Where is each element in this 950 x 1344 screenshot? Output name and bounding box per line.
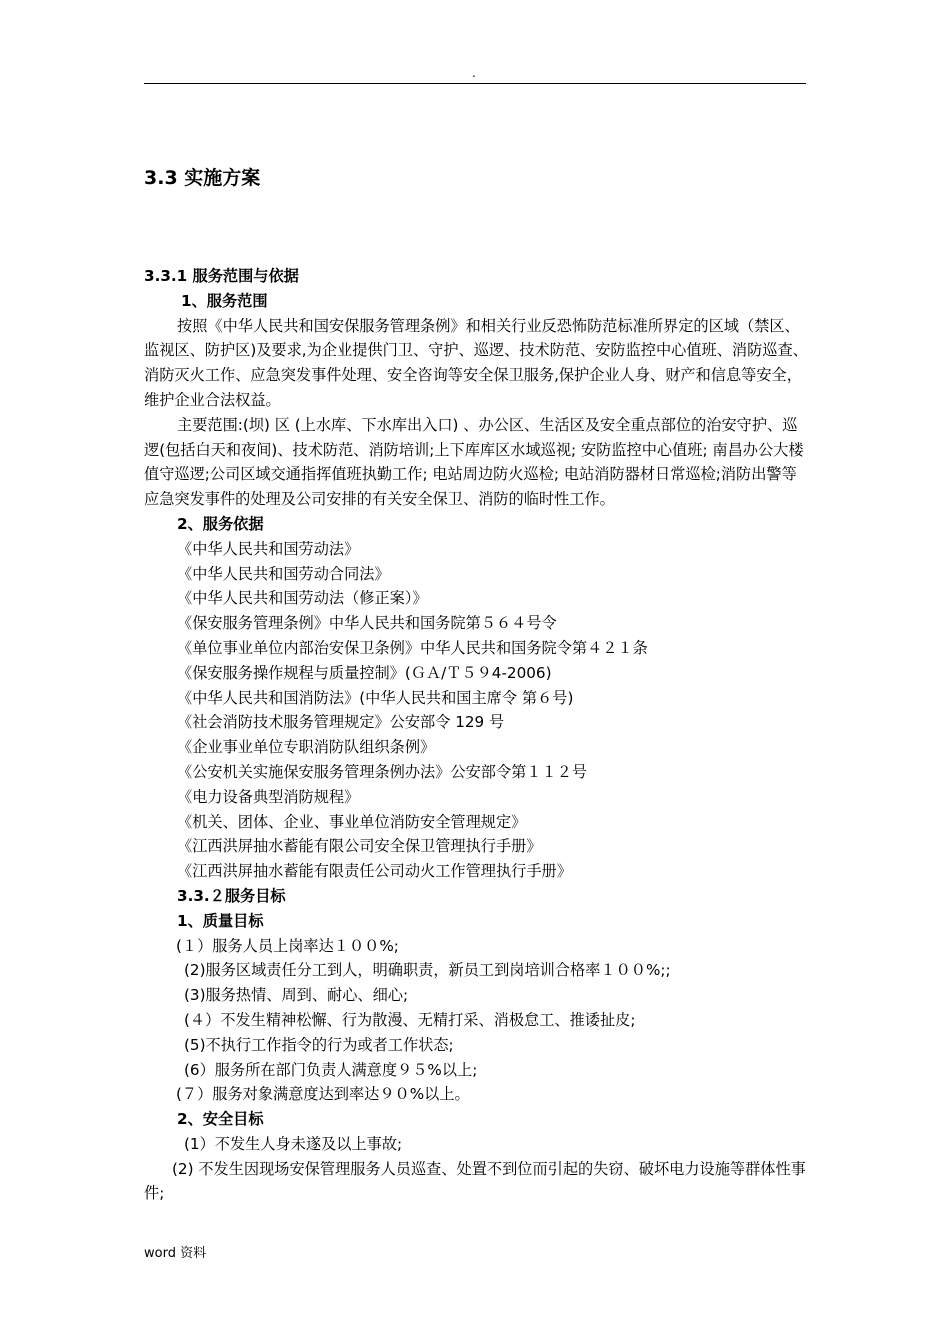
header-rule <box>144 83 806 84</box>
quality-item: (４）不发生精神松懈、行为散漫、无精打采、消极怠工、推诿扯皮; <box>184 1010 636 1029</box>
paragraph-main-scope: 主要范围:(坝) 区 (上水库、下水库出入口) 、办公区、生活区及安全重点部位的治安守护、巡逻(包括白天和夜间)、技术防范、消防培训;上下库库区水域巡视; 安防监控中心值班; 南昌办公大楼值守巡逻;公司区域交通指挥值班执勤工作; 电站周边防火巡检; 电站消防器材日常巡检;消防出警等应急突发事件的处理及公司安排的有关安全保卫、消防的临时性工作。 <box>144 415 804 509</box>
subheading-service-basis: 2、服务依据 <box>177 514 264 533</box>
heading-3-3-1: 3.3.1 服务范围与依据 <box>144 267 299 285</box>
header-mark: . <box>472 66 476 80</box>
basis-item: 《电力设备典型消防规程》 <box>177 787 360 806</box>
paragraph-scope: 按照《中华人民共和国安保服务管理条例》和相关行业反恐怖防范标准所界定的区域（禁区、监视区、防护区)及要求,为企业提供门卫、守护、巡逻、技术防范、安防监控中心值班、消防巡查、消防灭火工作、应急突发事件处理、安全咨询等安全保卫服务,保护企业人身、财产和信息等安全，维护企业合法权益。 <box>144 316 808 409</box>
quality-item: (７）服务对象满意度达到率达９０%以上。 <box>176 1085 470 1104</box>
basis-item: 《中华人民共和国劳动法》 <box>177 539 360 558</box>
subheading-quality-target: 1、质量目标 <box>177 911 264 930</box>
basis-item: 《中华人民共和国劳动法（修正案）》 <box>177 589 428 608</box>
safety-item: (1）不发生人身未遂及以上事故; <box>184 1134 403 1153</box>
section-title: 3.3 实施方案 <box>144 167 261 189</box>
basis-item: 《社会消防技术服务管理规定》公安部令 129 号 <box>177 713 505 732</box>
quality-item: (5)不执行工作指令的行为或者工作状态; <box>184 1035 454 1054</box>
safety-item: (2) 不发生因现场安保管理服务人员巡查、处置不到位而引起的失窃、破坏电力设施等群体性事件; <box>144 1159 806 1203</box>
subheading-service-scope: 1、服务范围 <box>181 291 268 310</box>
quality-item: (3)服务热情、周到、耐心、细心; <box>184 986 409 1005</box>
basis-item: 《中华人民共和国消防法》(中华人民共和国主席令 第６号) <box>177 688 574 707</box>
basis-item: 《江西洪屏抽水蓄能有限公司安全保卫管理执行手册》 <box>177 837 542 856</box>
quality-item: (2)服务区域责任分工到人，明确职责，新员工到岗培训合格率１００%;; <box>184 961 671 980</box>
quality-item: (6）服务所在部门负责人满意度９５%以上; <box>184 1060 478 1079</box>
basis-item: 《企业事业单位专职消防队组织条例》 <box>177 738 436 757</box>
quality-item: (１）服务人员上岗率达１００%; <box>176 936 399 955</box>
basis-item: 《江西洪屏抽水蓄能有限责任公司动火工作管理执行手册》 <box>177 862 572 881</box>
basis-item: 《中华人民共和国劳动合同法》 <box>177 564 390 583</box>
basis-item: 《机关、团体、企业、事业单位消防安全管理规定》 <box>177 812 527 831</box>
footer-text: word 资料 <box>144 1246 207 1261</box>
heading-3-3-2: 3.3.２服务目标 <box>177 886 286 905</box>
basis-item: 《公安机关实施保安服务管理条例办法》公安部令第１１２号 <box>177 762 588 781</box>
subheading-safety-target: 2、安全目标 <box>177 1110 264 1129</box>
basis-item: 《保安服务管理条例》中华人民共和国务院第５６４号令 <box>177 614 557 633</box>
basis-item: 《单位事业单位内部治安保卫条例》中华人民共和国务院令第４２１条 <box>177 638 648 657</box>
basis-item: 《保安服务操作规程与质量控制》(ＧＡ/Ｔ５９4-2006) <box>177 663 552 682</box>
document-body <box>144 264 808 1206</box>
